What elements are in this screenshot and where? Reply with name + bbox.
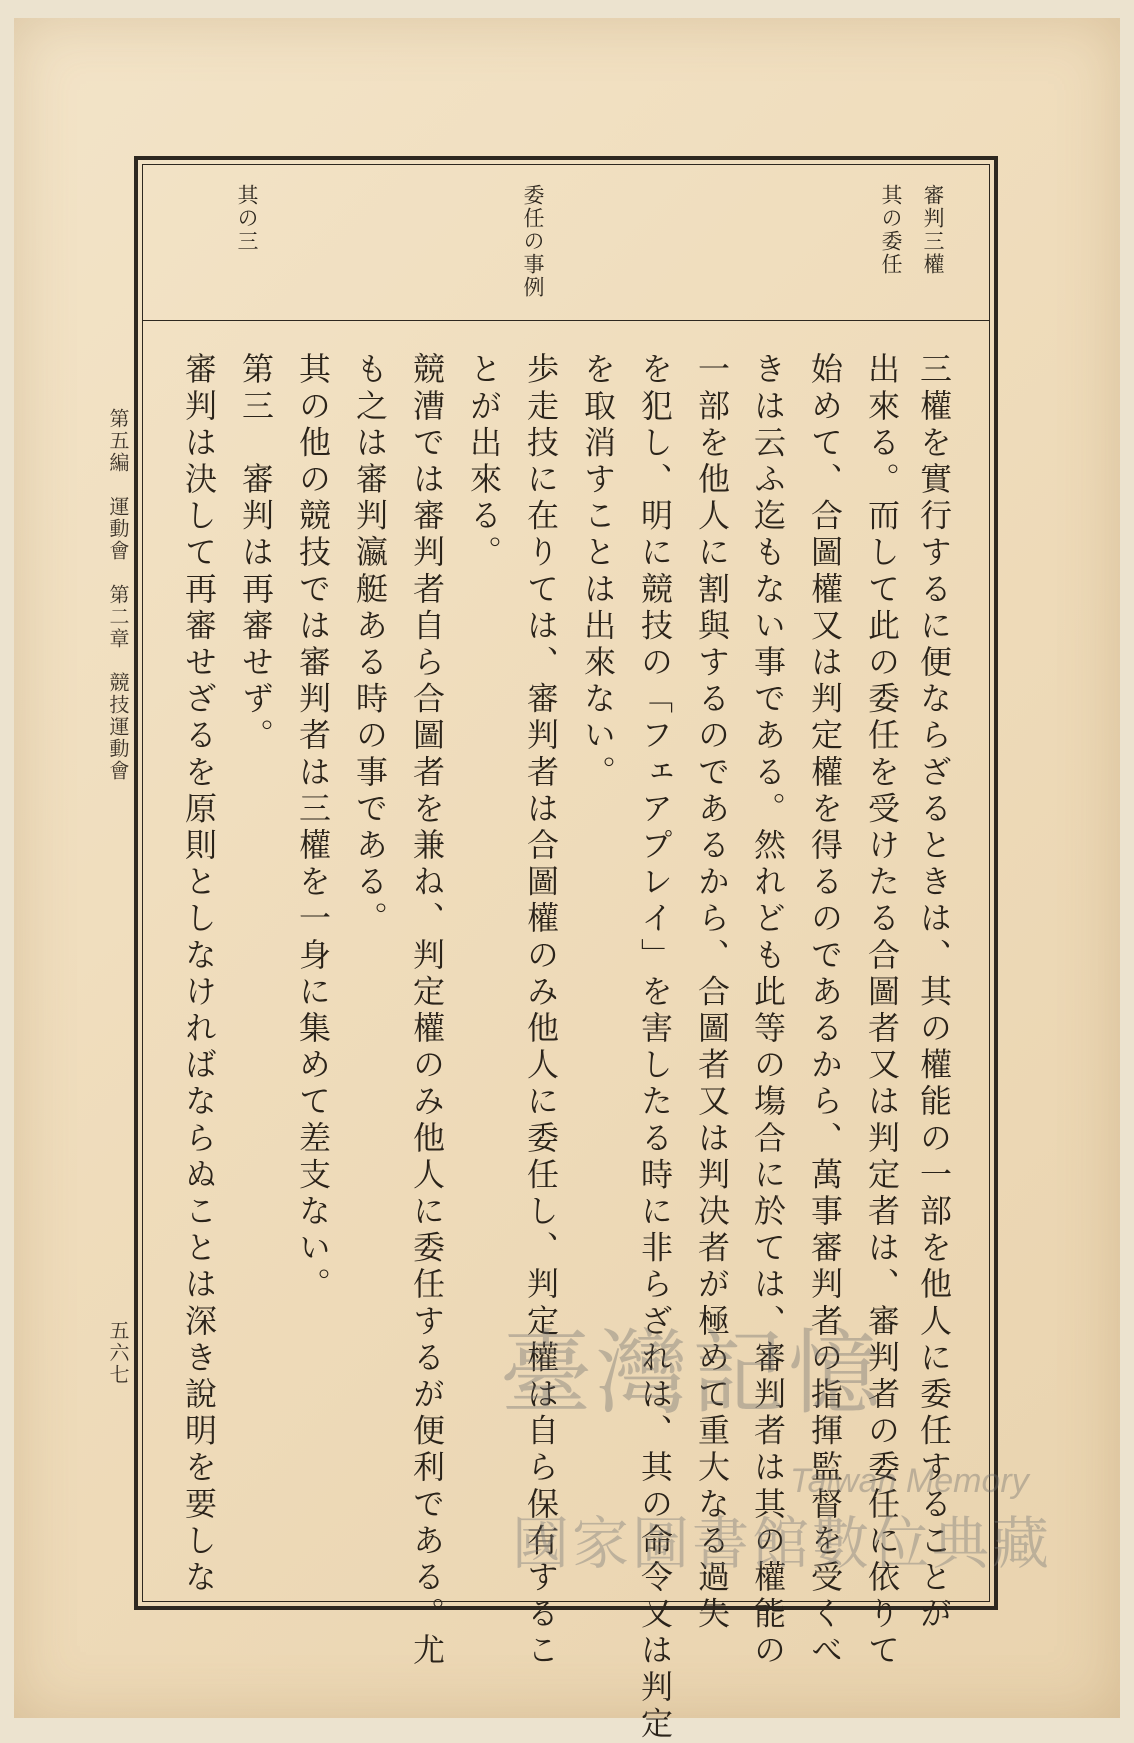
header-divider (142, 320, 990, 321)
watermark-title-cjk: 臺灣記憶 (500, 1320, 885, 1427)
body-line-9: とが出來る。 (465, 352, 503, 572)
body-line-13: 第三 審判は再審せず。 (237, 352, 275, 755)
body-line-4: きは云ふ迄もない事である。然れども此等の塲合に於ては、審判者は其の權能の (749, 352, 787, 1670)
header-note-1b: 其の委任 (879, 184, 903, 276)
body-line-12: 其の他の競技では審判者は三權を一身に集めて差支ない。 (294, 352, 332, 1304)
body-line-5: 一部を他人に割與するのであるから、合圖者又は判决者が極めて重大なる過失 (693, 352, 731, 1633)
header-note-2: 委任の事例 (521, 184, 545, 299)
body-line-7: を取消すことは出來ない。 (579, 352, 617, 792)
body-line-1: 三權を實行するに便ならざるときは、其の權能の一部を他人に委任することが (915, 352, 953, 1633)
body-line-3: 始めて、合圖權又は判定權を得るのであるから、萬事審判者の指揮監督を受くべ (806, 352, 844, 1670)
body-line-6: を犯し、明に競技の「フェアプレイ」を害したる時に非らざれは、其の命令又は判定 (636, 352, 674, 1743)
body-line-8: 歩走技に在りては、審判者は合圖權のみ他人に委任し、判定權は自ら保有するこ (522, 352, 560, 1670)
running-head: 第五編 運動會 第二章 競技運動會 (106, 408, 130, 782)
watermark-title-en: Taiwan Memory (790, 1462, 1029, 1500)
watermark-library: 國家圖書館數位典藏 (512, 1511, 1052, 1577)
header-note-3: 其の三 (235, 184, 259, 253)
body-line-10: 競漕では審判者自ら合圖者を兼ね、判定權のみ他人に委任するが便利である。尤 (408, 352, 446, 1670)
body-line-14: 審判は決して再審せざるを原則としなければならぬことは深き說明を要しな (180, 352, 218, 1597)
body-line-2: 出來る。而して此の委任を受けたる合圖者又は判定者は、審判者の委任に依りて (863, 352, 901, 1670)
header-note-1a: 審判三權 (921, 184, 945, 276)
page-number: 五六七 (106, 1320, 130, 1386)
body-line-11: も之は審判瀛艇ある時の事である。 (351, 352, 389, 938)
